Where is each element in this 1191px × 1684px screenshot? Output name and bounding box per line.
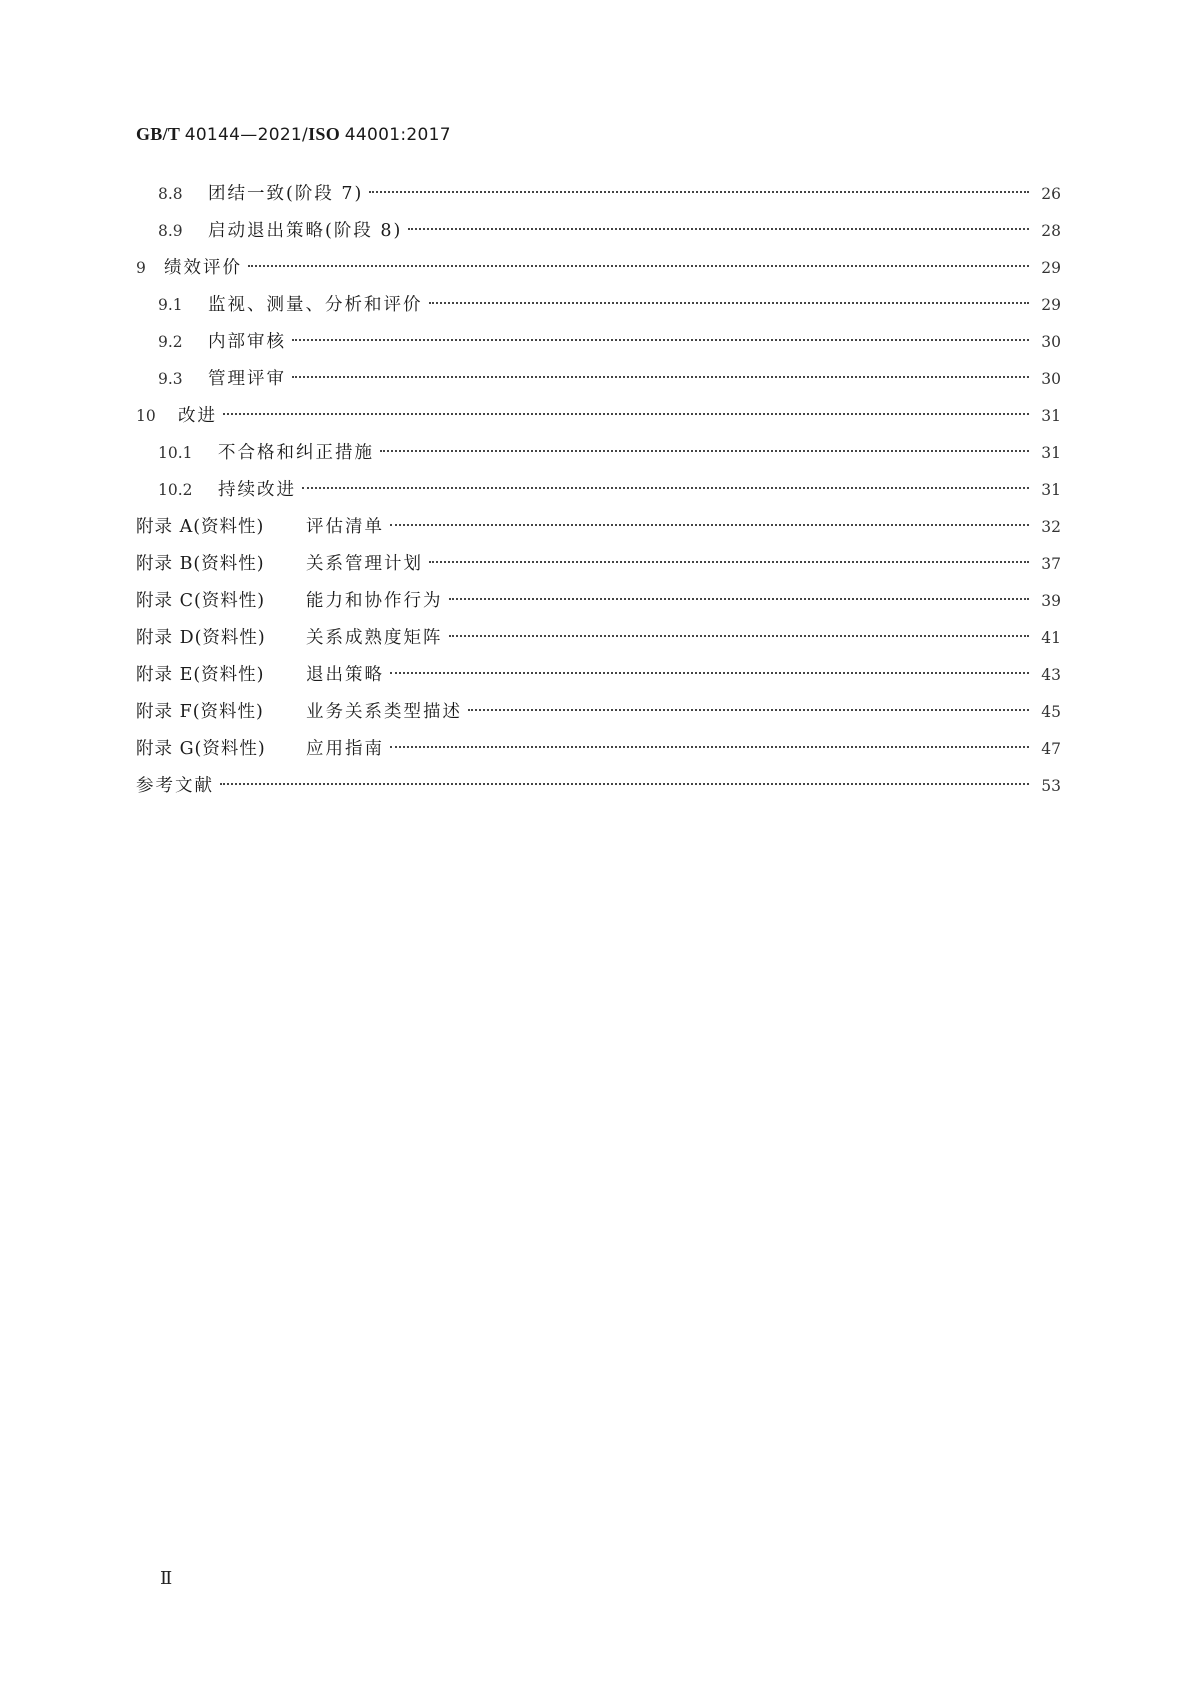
toc-page-number: 31 bbox=[1041, 481, 1061, 499]
page-number-footer: Ⅱ bbox=[160, 1568, 173, 1588]
toc-title: 内部审核 bbox=[208, 332, 286, 352]
dot-leader bbox=[380, 450, 1029, 452]
dot-leader bbox=[292, 339, 1029, 341]
toc-page-number: 31 bbox=[1041, 444, 1061, 462]
toc-entry-annex-b[interactable] bbox=[136, 546, 1061, 583]
toc-entry-annex-e[interactable] bbox=[136, 657, 1061, 694]
toc-title: 改进 bbox=[178, 406, 217, 426]
dot-leader bbox=[468, 709, 1029, 711]
toc-title: 能力和协作行为 bbox=[306, 591, 443, 611]
dot-leader bbox=[369, 191, 1029, 193]
toc-title: 退出策略 bbox=[306, 665, 384, 685]
toc-title: 持续改进 bbox=[218, 480, 296, 500]
toc-entry-bibliography[interactable] bbox=[136, 768, 1061, 805]
toc-title: 参考文献 bbox=[136, 776, 214, 796]
toc-entry-annex-c[interactable] bbox=[136, 583, 1061, 620]
toc-entry-annex-f[interactable] bbox=[136, 694, 1061, 731]
toc-entry-10[interactable] bbox=[136, 398, 1061, 435]
toc-page-number: 31 bbox=[1041, 407, 1061, 425]
toc-title: 不合格和纠正措施 bbox=[218, 443, 374, 463]
toc-entry-9-2[interactable] bbox=[136, 324, 1061, 361]
dot-leader bbox=[223, 413, 1029, 415]
toc-title: 关系成熟度矩阵 bbox=[306, 628, 443, 648]
dot-leader bbox=[302, 487, 1029, 489]
standard-number: 40144—2021/ bbox=[184, 125, 309, 145]
toc-page-number: 29 bbox=[1041, 296, 1061, 314]
toc-entry-9-1[interactable] bbox=[136, 287, 1061, 324]
dot-leader bbox=[390, 672, 1029, 674]
toc-title: 业务关系类型描述 bbox=[306, 702, 462, 722]
toc-number: 10.1 bbox=[158, 444, 193, 462]
toc-number: 9.1 bbox=[158, 296, 183, 314]
toc-number: 9.3 bbox=[158, 370, 183, 388]
toc-entry-8-8[interactable] bbox=[136, 176, 1061, 213]
dot-leader bbox=[429, 302, 1030, 304]
document-header bbox=[136, 124, 451, 145]
dot-leader bbox=[220, 783, 1029, 785]
toc-title: 应用指南 bbox=[306, 739, 384, 759]
table-of-contents bbox=[136, 176, 1061, 805]
toc-page-number: 39 bbox=[1041, 592, 1061, 610]
toc-page-number: 28 bbox=[1041, 222, 1061, 240]
toc-page-number: 53 bbox=[1041, 777, 1061, 795]
toc-page-number: 26 bbox=[1041, 185, 1061, 203]
annex-label: 附录 C(资料性) bbox=[136, 591, 266, 611]
toc-entry-9[interactable] bbox=[136, 250, 1061, 287]
toc-page-number: 45 bbox=[1041, 703, 1061, 721]
toc-page-number: 47 bbox=[1041, 740, 1061, 758]
dot-leader bbox=[390, 524, 1029, 526]
toc-entry-annex-d[interactable] bbox=[136, 620, 1061, 657]
toc-title: 团结一致(阶段 7) bbox=[208, 184, 364, 204]
toc-entry-10-1[interactable] bbox=[136, 435, 1061, 472]
dot-leader bbox=[248, 265, 1029, 267]
toc-number: 10 bbox=[136, 407, 156, 425]
toc-entry-annex-a[interactable] bbox=[136, 509, 1061, 546]
iso-number: 44001:2017 bbox=[344, 125, 451, 145]
annex-label: 附录 B(资料性) bbox=[136, 554, 265, 574]
toc-title: 启动退出策略(阶段 8) bbox=[208, 221, 403, 241]
toc-number: 9 bbox=[136, 259, 146, 277]
toc-title: 评估清单 bbox=[306, 517, 384, 537]
iso-prefix: ISO bbox=[308, 124, 345, 144]
toc-entry-8-9[interactable] bbox=[136, 213, 1061, 250]
toc-number: 10.2 bbox=[158, 481, 193, 499]
toc-page-number: 37 bbox=[1041, 555, 1061, 573]
toc-page-number: 29 bbox=[1041, 259, 1061, 277]
annex-label: 附录 E(资料性) bbox=[136, 665, 265, 685]
annex-label: 附录 F(资料性) bbox=[136, 702, 264, 722]
toc-entry-annex-g[interactable] bbox=[136, 731, 1061, 768]
toc-title: 管理评审 bbox=[208, 369, 286, 389]
dot-leader bbox=[429, 561, 1029, 563]
toc-page-number: 30 bbox=[1041, 333, 1061, 351]
toc-title: 监视、测量、分析和评价 bbox=[208, 295, 423, 315]
annex-label: 附录 D(资料性) bbox=[136, 628, 266, 648]
toc-entry-9-3[interactable] bbox=[136, 361, 1061, 398]
dot-leader bbox=[292, 376, 1029, 378]
toc-number: 8.8 bbox=[158, 185, 183, 203]
annex-label: 附录 A(资料性) bbox=[136, 517, 265, 537]
toc-page-number: 32 bbox=[1041, 518, 1061, 536]
toc-title: 绩效评价 bbox=[164, 258, 242, 278]
toc-page-number: 41 bbox=[1041, 629, 1061, 647]
toc-title: 关系管理计划 bbox=[306, 554, 423, 574]
standard-prefix: GB/T bbox=[136, 124, 185, 144]
dot-leader bbox=[390, 746, 1029, 748]
dot-leader bbox=[408, 228, 1029, 230]
toc-number: 9.2 bbox=[158, 333, 183, 351]
dot-leader bbox=[449, 598, 1030, 600]
toc-page-number: 43 bbox=[1041, 666, 1061, 684]
dot-leader bbox=[449, 635, 1030, 637]
toc-entry-10-2[interactable] bbox=[136, 472, 1061, 509]
toc-page-number: 30 bbox=[1041, 370, 1061, 388]
annex-label: 附录 G(资料性) bbox=[136, 739, 266, 759]
toc-number: 8.9 bbox=[158, 222, 183, 240]
